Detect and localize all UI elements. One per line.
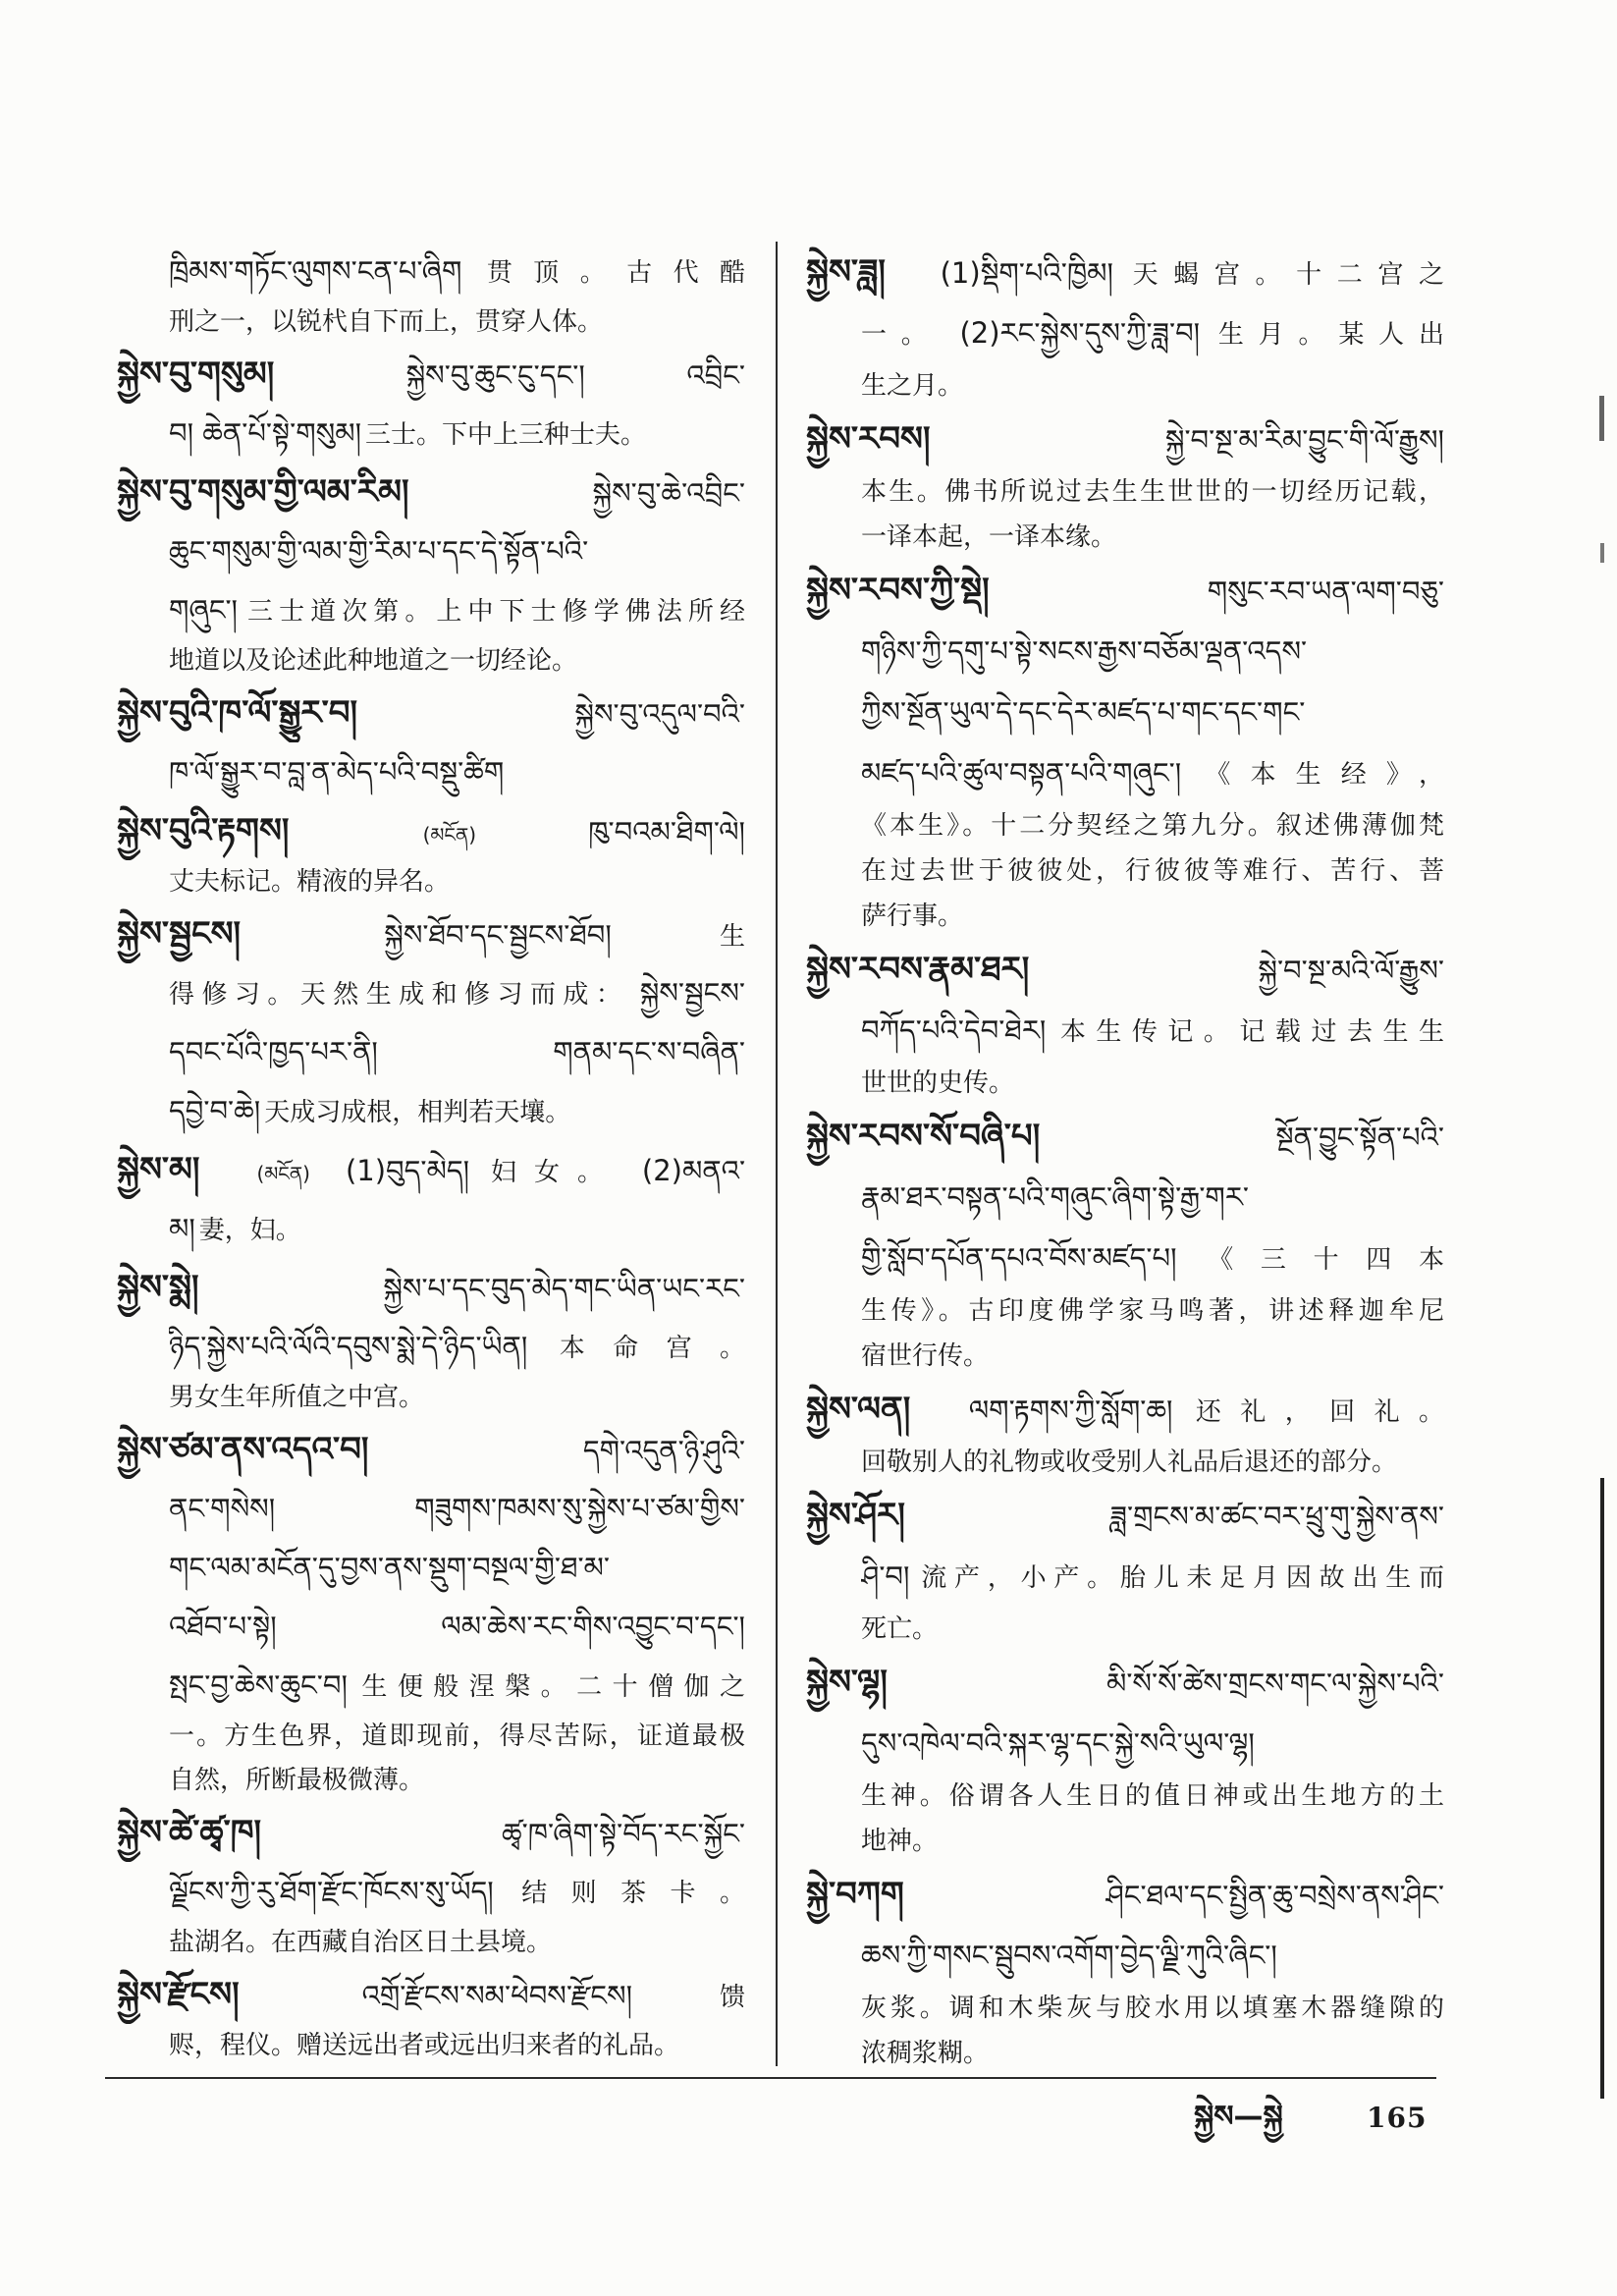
entry-line [169, 521, 745, 580]
footer-rule [105, 2077, 1436, 2079]
entry-line [169, 1921, 745, 1965]
headword: སྐྱེས་བུ་གསུམ། [117, 355, 275, 394]
entry-line [861, 515, 1444, 560]
entry-line [169, 639, 745, 683]
chinese-definition: 《三十四本 [1208, 1245, 1444, 1275]
entry-line [806, 1864, 1444, 1925]
tibetan-definition: ཆས་ཀྱི་གསང་སྦུབས་འགོག་བྱེད་ལྗི་ཀུའི་ཞིང་། [861, 1939, 1277, 1972]
tibetan-definition: (2)རང་སྐྱེས་དུས་ཀྱི་ཟླ་བ། [959, 316, 1201, 350]
dictionary-entry [806, 409, 1444, 560]
chinese-definition: 妻，妇。 [198, 1216, 301, 1245]
chinese-definition: 本生传记。记载过去生生 [1059, 1017, 1444, 1047]
chinese-definition: 灰浆。调和木柴灰与胶水用以填塞木器缝隙的 [861, 1994, 1444, 2023]
chinese-definition: 三士。下中上三种士夫。 [365, 420, 647, 450]
tibetan-definition: ལག་རྟགས་ཀྱི་སློག་ཆ། [968, 1394, 1173, 1427]
chinese-definition: 流产，小产。胎儿未足月因故出生而 [921, 1563, 1444, 1593]
tibetan-definition: སྐྱེས་སྦྱངས་ [639, 976, 745, 1010]
entry-line [861, 302, 1444, 363]
entry-line [169, 860, 745, 904]
tibetan-definition: དགེ་འདུན་ཉི་ཤུའི་ [582, 1434, 745, 1467]
chinese-definition: 还礼，回礼。 [1195, 1397, 1444, 1427]
headword: སྐྱེས་ལྷ། [806, 1663, 888, 1702]
headword: སྐྱེས་རབས་རྣམ་ཐར། [806, 950, 1030, 989]
chinese-definition: 生月。某人出 [1217, 320, 1444, 350]
entry-line [861, 1713, 1444, 1774]
dictionary-entry [117, 801, 745, 904]
tibetan-definition: སྐྱེ་བ་སྔ་མའི་ལོ་རྒྱུས་ [1258, 954, 1444, 987]
entry-line [117, 801, 745, 860]
left-column [117, 242, 745, 2068]
entry-line [117, 463, 745, 521]
chinese-definition: 生之月。 [861, 371, 964, 401]
headword: སྐྱེས་རབས། [806, 419, 931, 459]
dictionary-entry [806, 939, 1444, 1106]
chinese-definition: 丈夫标记。精液的异名。 [169, 867, 451, 897]
entry-line [169, 2024, 745, 2068]
register-label: (མངོན) [256, 1162, 310, 1185]
entry-line [169, 1376, 745, 1420]
entry-line [806, 939, 1444, 1000]
chinese-definition: 地神。 [861, 1827, 939, 1856]
entry-line [861, 1774, 1444, 1819]
entry-line [861, 742, 1444, 803]
entry-line [861, 1334, 1444, 1379]
dictionary-entry [117, 1965, 745, 2068]
entry-line [169, 1081, 745, 1140]
dictionary-entry [117, 345, 745, 463]
tibetan-definition: ཤིང་ཐལ་དང་སྤྱིན་ཆུ་བསྲེས་ནས་ཤིང་ [1105, 1879, 1444, 1912]
entry-line [169, 1022, 745, 1081]
entry-line [169, 242, 745, 301]
column-divider [776, 242, 778, 2066]
headword: སྐྱེས་བུའི་ཁ་ལོ་སྒྱུར་བ། [117, 693, 358, 733]
tibetan-definition: ཆུང་གསུམ་གྱི་ལམ་གྱི་རིམ་པ་དང་དེ་སྟོན་པའི་ [169, 534, 589, 568]
tibetan-definition: མཛད་པའི་ཚུལ་བསྟན་པའི་གཞུང་། [861, 756, 1182, 790]
headword: སྐྱེས་རབས་སོ་བཞི་པ། [806, 1117, 1041, 1156]
dictionary-entry [806, 1485, 1444, 1652]
dictionary-entry [806, 560, 1444, 939]
dictionary-entry [806, 1379, 1444, 1485]
entry-line [169, 404, 745, 463]
headword: སྐྱེས་ཤོར། [806, 1496, 905, 1535]
entry-line [861, 1440, 1444, 1485]
chinese-definition: 在过去世于彼彼处，行彼彼等难行、苦行、菩 [861, 856, 1444, 886]
tibetan-definition: དབྱེ་བ་ཆེ། [169, 1094, 261, 1127]
entry-line [806, 1652, 1444, 1713]
entry-line [861, 848, 1444, 894]
tibetan-definition: གཞུང་། [169, 593, 238, 627]
tibetan-definition: སྐྱེས་ཐོབ་དང་སྦྱངས་ཐོབ། [384, 918, 612, 952]
headword: སྐྱེས་ཚེ་ཚྭ་ཁ། [117, 1813, 262, 1852]
entry-line [169, 963, 745, 1022]
dictionary-entry [117, 1420, 745, 1803]
entry-line [169, 742, 745, 801]
tibetan-definition: རྣམ་ཐར་བསྟན་པའི་གཞུང་ཞིག་སྟེ་རྒྱ་གར་ [861, 1180, 1250, 1214]
tibetan-definition: མ། [169, 1212, 195, 1245]
tibetan-definition: འགྲོ་རྫོངས་སམ་ཕེབས་རྫོངས། [361, 1979, 633, 2012]
entry-line [169, 301, 745, 345]
dictionary-entry [806, 242, 1444, 409]
chinese-definition: 本生。佛书所说过去生生世世的一切经历记载， [861, 477, 1444, 507]
tibetan-definition: དབང་པོའི་ཁྱད་པར་ནི། [169, 1035, 378, 1068]
tibetan-definition: གནམ་དང་ས་བཞིན་ [553, 1035, 745, 1068]
chinese-definition: 《本生》。十二分契经之第九分。叙述佛薄伽梵 [861, 811, 1444, 841]
tibetan-definition: ནང་གསེས། གཟུགས་ཁམས་སུ་སྐྱེས་པ་ཙམ་གྱིས་ [169, 1492, 745, 1525]
chinese-definition: 盐湖名。在西藏自治区日土县境。 [169, 1928, 553, 1957]
headword: སྐྱེས་སྨེ། [117, 1268, 199, 1307]
entry-line [169, 1759, 745, 1803]
headword: སྐྱེས་རྫོངས། [117, 1975, 240, 2014]
tibetan-definition: གཉིས་ཀྱི་དགུ་པ་སྟེ་སངས་རྒྱས་བཅོམ་ལྡན་འདས་ [861, 634, 1308, 668]
entry-line [806, 1485, 1444, 1546]
entry-line [806, 1106, 1444, 1167]
dictionary-entry [117, 683, 745, 801]
entry-line [169, 1538, 745, 1597]
entry-line [861, 1986, 1444, 2031]
dictionary-entry [806, 1652, 1444, 1864]
entry-line [861, 469, 1444, 515]
entry-line [806, 560, 1444, 621]
tibetan-definition: མི་སོ་སོ་ཚེས་གྲངས་གང་ལ་སྐྱེས་པའི་ [1105, 1667, 1444, 1700]
register-label: (མངོན) [422, 823, 477, 847]
entry-line [169, 1317, 745, 1376]
chinese-definition: 地道以及论述此种地道之一切经论。 [169, 646, 578, 676]
headword: སྐྱེ་བཀག [806, 1875, 904, 1914]
entry-line [117, 904, 745, 963]
tibetan-definition: བཀོད་པའི་དེབ་ཐེར། [861, 1013, 1047, 1047]
guide-words: སྐྱེས—སྐྱེ [1194, 2100, 1283, 2134]
tibetan-definition: སྐྱེས་བུ་ཆུང་ངུ་དང་། འབྲིང་ [405, 358, 745, 392]
tibetan-definition: ཚྭ་ཁ་ཞིག་སྟེ་བོད་རང་སྐྱོང་ [501, 1817, 745, 1850]
tibetan-definition: སྐྱེས་པ་དང་བུད་མེད་གང་ཡིན་ཡང་རང་ [383, 1272, 745, 1305]
chinese-definition: 死亡。 [861, 1614, 939, 1644]
entry-line [861, 1546, 1444, 1607]
entry-line [117, 345, 745, 404]
chinese-definition: 回敬别人的礼物或收受别人礼品后退还的部分。 [861, 1448, 1398, 1477]
entry-line [117, 1803, 745, 1862]
headword: སྐྱེས་མ། [117, 1150, 200, 1189]
entry-line [861, 363, 1444, 409]
chinese-definition: 得修习。天然生成和修习而成： [169, 980, 629, 1010]
entry-line [861, 2031, 1444, 2076]
tibetan-definition: (1)བུད་མེད། [345, 1154, 470, 1187]
chinese-definition: 本命宫。 [559, 1334, 745, 1363]
entry-line [861, 1819, 1444, 1864]
chinese-definition: 生传》。古印度佛学家马鸣著，讲述释迦牟尼 [861, 1296, 1444, 1326]
chinese-definition: 自然，所断最极微薄。 [169, 1766, 425, 1795]
chinese-definition: 宿世行传。 [861, 1341, 990, 1371]
entry-line [861, 1167, 1444, 1228]
tibetan-definition: སྐྱེ་བ་སྔ་མ་རིམ་བྱུང་གི་ལོ་རྒྱུས། [1164, 423, 1444, 457]
chinese-definition: 三士道次第。上中下士修学佛法所经 [247, 597, 745, 627]
dictionary-entry [117, 904, 745, 1140]
tibetan-definition: ཟླ་གྲངས་མ་ཚང་བར་ཕྲུ་གུ་སྐྱེས་ནས་ [1109, 1500, 1444, 1533]
entry-line [806, 409, 1444, 469]
chinese-definition: 天成习成根，相判若天壤。 [264, 1098, 571, 1127]
headword: སྐྱེས་བུ་གསུམ་གྱི་ལམ་རིམ། [117, 472, 409, 512]
entry-line [861, 894, 1444, 939]
entry-line [117, 1965, 745, 2024]
dictionary-entry [117, 242, 745, 345]
tibetan-definition: འཐོབ་པ་སྟེ། ལམ་ཆེས་རང་གིས་འབྱུང་བ་དང་། [169, 1610, 745, 1643]
headword: སྐྱེས་ལན། [806, 1390, 911, 1429]
tibetan-definition: (1)སྡིག་པའི་ཁྱིམ། [940, 256, 1113, 290]
entry-line [861, 1288, 1444, 1334]
tibetan-definition: ཁྲིམས་གཏོང་ལུགས་ངན་པ་ཞིག [169, 254, 462, 288]
dictionary-entry [117, 463, 745, 683]
entry-line [117, 1420, 745, 1479]
chinese-definition: 男女生年所值之中宫。 [169, 1383, 425, 1412]
chinese-definition: 萨行事。 [861, 902, 964, 931]
chinese-definition: 生便般涅槃。二十僧伽之 [361, 1672, 745, 1702]
entry-line [861, 1925, 1444, 1986]
tibetan-definition: (2)མནའ་ [641, 1154, 745, 1187]
entry-line [169, 1862, 745, 1921]
tibetan-definition: ཀྱིས་སྔོན་ཡུལ་དེ་དང་དེར་མཛད་པ་གང་དང་གང་ [861, 695, 1306, 729]
chinese-definition: 生 [720, 922, 745, 952]
tibetan-definition: ཤི་བ། [861, 1559, 910, 1593]
chinese-definition: 天蝎宫。十二宫之 [1132, 260, 1444, 290]
page-number: 165 [1367, 2102, 1428, 2134]
entry-line [169, 1597, 745, 1656]
headword: སྐྱེས་སྦྱངས། [117, 914, 242, 954]
headword: སྐྱེས་ཟླ། [806, 252, 886, 292]
scan-edge-mark [1599, 396, 1604, 441]
chinese-definition: 馈 [719, 1983, 745, 2012]
chinese-definition: 贯顶。古代酷 [486, 258, 745, 288]
tibetan-definition: སྐྱེས་བུ་འདུལ་བའི་ [574, 697, 745, 731]
chinese-definition: 结则茶卡。 [521, 1879, 745, 1908]
entry-line [861, 1000, 1444, 1061]
dictionary-entry [806, 1864, 1444, 2076]
entry-line [861, 803, 1444, 848]
tibetan-definition: ཁུ་བའམ་ཐིག་ལེ། [588, 815, 745, 848]
tibetan-definition: སྤང་བྱ་ཆེས་ཆུང་བ། [169, 1668, 348, 1702]
headword: སྐྱེས་རབས་ཀྱི་སྡེ། [806, 571, 990, 610]
right-column [806, 242, 1444, 2076]
chinese-definition: 世世的史传。 [861, 1068, 1015, 1098]
entry-line [169, 1199, 745, 1258]
chinese-definition: 赆，程仪。赠送远出者或远出归来者的礼品。 [169, 2031, 680, 2060]
scan-edge-mark [1600, 1478, 1604, 2099]
entry-line [861, 682, 1444, 742]
tibetan-definition: གང་ལམ་མངོན་དུ་བྱས་ནས་སྡུག་བསྔལ་གྱི་ཐ་མ་ [169, 1551, 611, 1584]
entry-line [169, 1715, 745, 1759]
entry-line [806, 242, 1444, 302]
entry-line [861, 1228, 1444, 1288]
chinese-definition: 妇女。 [491, 1158, 620, 1187]
chinese-definition: 一。方生色界，道即现前，得尽苦际，证道最极 [169, 1722, 745, 1751]
entry-line [169, 580, 745, 639]
chinese-definition: 浓稠浆糊。 [861, 2039, 990, 2068]
tibetan-definition: གསུང་རབ་ཡན་ལག་བཅུ་ [1207, 574, 1444, 608]
entry-line [117, 1258, 745, 1317]
tibetan-definition: བ། ཆེན་པོ་སྟེ་གསུམ། [169, 416, 362, 450]
entry-line [861, 621, 1444, 682]
entry-line [861, 1061, 1444, 1106]
tibetan-definition: སྐྱེས་བུ་ཆེ་འབྲིང་ [592, 476, 745, 510]
chinese-definition: 生神。俗谓各人生日的值日神或出生地方的土 [861, 1781, 1444, 1811]
tibetan-definition: དུས་འཁེལ་བའི་སྐར་ལྷ་དང་སྐྱེ་སའི་ཡུལ་ལྷ། [861, 1726, 1255, 1760]
dictionary-entry [117, 1803, 745, 1965]
dictionary-entry [117, 1258, 745, 1420]
tibetan-definition: ཉིད་སྐྱེས་པའི་ལོའི་དབུས་སྨེ་དེ་ཉིད་ཡིན། [169, 1330, 528, 1363]
dictionary-entry [806, 1106, 1444, 1379]
headword: སྐྱེས་ཙམ་ནས་འདའ་བ། [117, 1430, 369, 1469]
tibetan-definition: ཁ་ལོ་སྒྱུར་བ་བླ་ན་མེད་པའི་བསྡུ་ཚིག [169, 755, 505, 789]
entry-line [169, 1479, 745, 1538]
entry-line [861, 1607, 1444, 1652]
chinese-definition: 一。 [861, 320, 942, 350]
tibetan-definition: གྱི་སློབ་དཔོན་དཔའ་བོས་མཛད་པ། [861, 1241, 1177, 1275]
tibetan-definition: ལྗོངས་ཀྱི་རུ་ཐོག་རྫོང་ཁོངས་སུ་ཡོད། [169, 1875, 494, 1908]
chinese-definition: 《本生经》， [1205, 760, 1444, 790]
headword: སྐྱེས་བུའི་རྟགས། [117, 811, 290, 850]
entry-line [806, 1379, 1444, 1440]
chinese-definition: 一译本起，一译本缘。 [861, 522, 1117, 552]
dictionary-entry [117, 1140, 745, 1258]
tibetan-definition: སྔོན་བྱུང་སྟོན་པའི་ [1275, 1121, 1444, 1154]
scan-edge-mark [1600, 543, 1604, 563]
entry-line [169, 1656, 745, 1715]
entry-line [117, 683, 745, 742]
entry-line [117, 1140, 745, 1199]
chinese-definition: 刑之一，以锐杙自下而上，贯穿人体。 [169, 307, 604, 337]
